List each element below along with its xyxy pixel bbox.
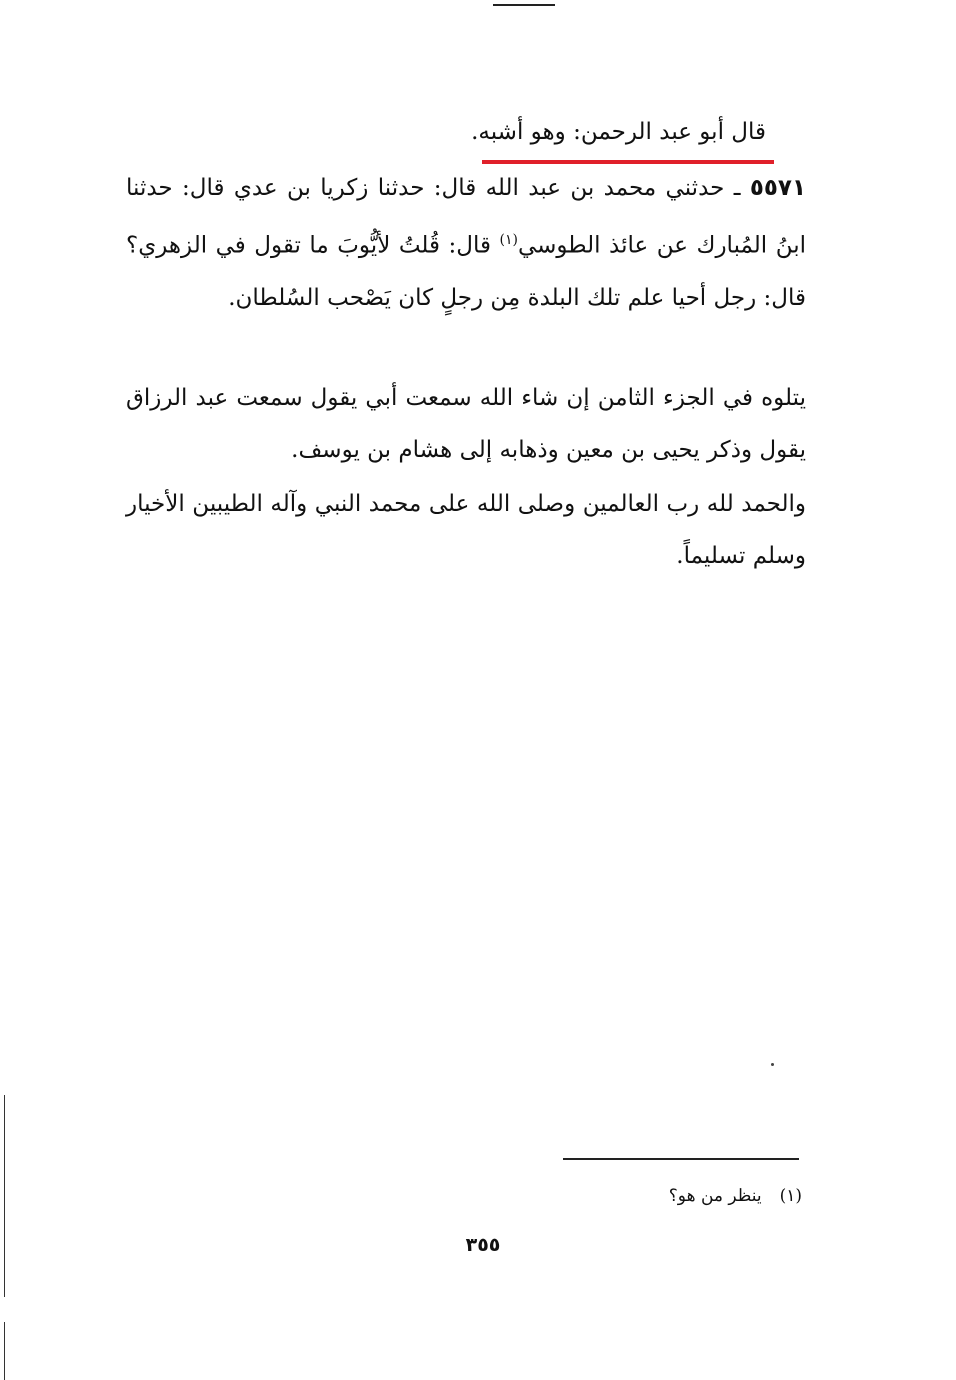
hadith-text-part1: حدثني محمد بن عبد الله قال: حدثنا زكريا بن عدي قال: حدثنا ابنُ المُبارك عن عائذ الطوسي (126, 175, 807, 259)
footnote-separator (563, 1158, 799, 1160)
hadith-text-part2: قال: قُلتُ لأيُّوبَ ما تقول في الزهري؟ قال: رجل أحيا علم تلك البلدة مِن رجلٍ كان يَصْحب السُلطان. (126, 232, 806, 311)
footnote-text: ينظر من هو؟ (668, 1186, 762, 1206)
hadith-dash: ـ (724, 175, 750, 201)
scan-edge-line (4, 1322, 5, 1380)
footnote-reference[interactable]: (١) (499, 232, 518, 248)
footnote-marker: (١) (779, 1186, 802, 1206)
hadith-paragraph (126, 162, 806, 324)
continuation-paragraph: يتلوه في الجزء الثامن إن شاء الله سمعت أبي يقول سمعت عبد الرزاق يقول وذكر يحيى بن معين وذهابه إلى هشام بن يوسف. (126, 385, 806, 463)
top-rule (493, 4, 555, 6)
opening-line: قال أبو عبد الرحمن: وهو أشبه. (471, 119, 766, 145)
scan-edge-line (4, 1095, 5, 1297)
stray-mark (771, 1063, 774, 1066)
hadith-number: ٥٥٧١ (749, 175, 806, 201)
page-number: ٣٥٥ (465, 1234, 501, 1256)
footnote (669, 1180, 802, 1212)
closing-paragraph: والحمد لله رب العالمين وصلى الله على محمد النبي وآله الطيبين الأخيار وسلم تسليماً. (126, 491, 806, 569)
